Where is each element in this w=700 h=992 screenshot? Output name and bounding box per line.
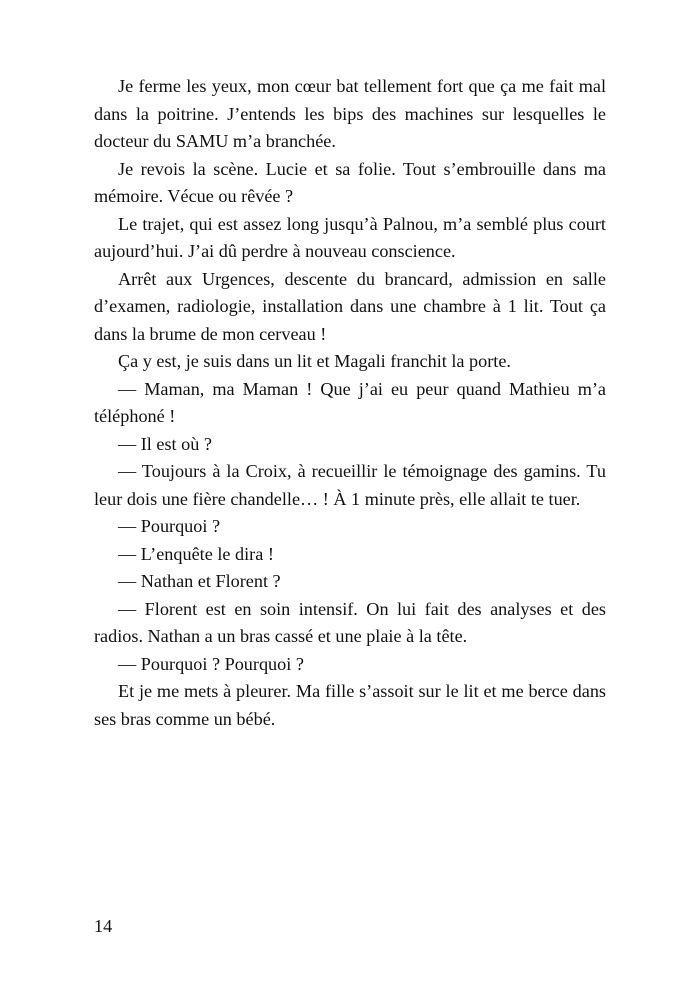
dialogue-line: — L’enquête le dira ! [118,543,274,564]
dialogue-line: — Florent est en soin intensif. On lui fait des analyses et des radios. Nathan a un bras cassé et une plaie à la tête. [94,598,606,646]
dialogue-line: — Pourquoi ? [118,516,221,536]
paragraph: Le trajet, qui est assez long jusqu’à Palnou, m’a semblé plus court aujourd’hui. J’ai dû perdre à nouveau conscience. [94,213,606,261]
dialogue-line: — Maman, ma Maman ! Que j’ai eu peur quand Mathieu m’a téléphoné ! [94,378,606,426]
dialogue-line: — Toujours à la Croix, à recueillir le témoignage des gamins. Tu leur dois une fière chandelle… ! À 1 minute près, elle allait te tuer. [94,461,606,509]
dialogue-line: — Pourquoi ? Pourquoi ? [118,653,304,674]
paragraph: Et je me mets à pleurer. Ma fille s’assoit sur le lit et me berce dans ses bras comme un bébé. [94,681,606,729]
paragraph: Je revois la scène. Lucie et sa folie. Tout s’embrouille dans ma mémoire. Vécue ou rêvée ? [94,158,606,206]
paragraph: Arrêt aux Urgences, descente du brancard, admission en salle d’examen, radiologie, installation dans une chambre à 1 lit. Tout ça dans la brume de mon cerveau ! [94,268,606,344]
body-text [94,73,606,733]
paragraph: Je ferme les yeux, mon cœur bat tellement fort que ça me fait mal dans la poitrine. J’entends les bips des machines sur lesquelles le docteur du SAMU m’a branchée. [94,76,606,151]
dialogue-line: — Nathan et Florent ? [118,571,281,591]
dialogue-line: — Il est où ? [118,433,212,454]
paragraph: Ça y est, je suis dans un lit et Magali franchit la porte. [118,351,511,371]
page-number: 14 [94,916,113,936]
